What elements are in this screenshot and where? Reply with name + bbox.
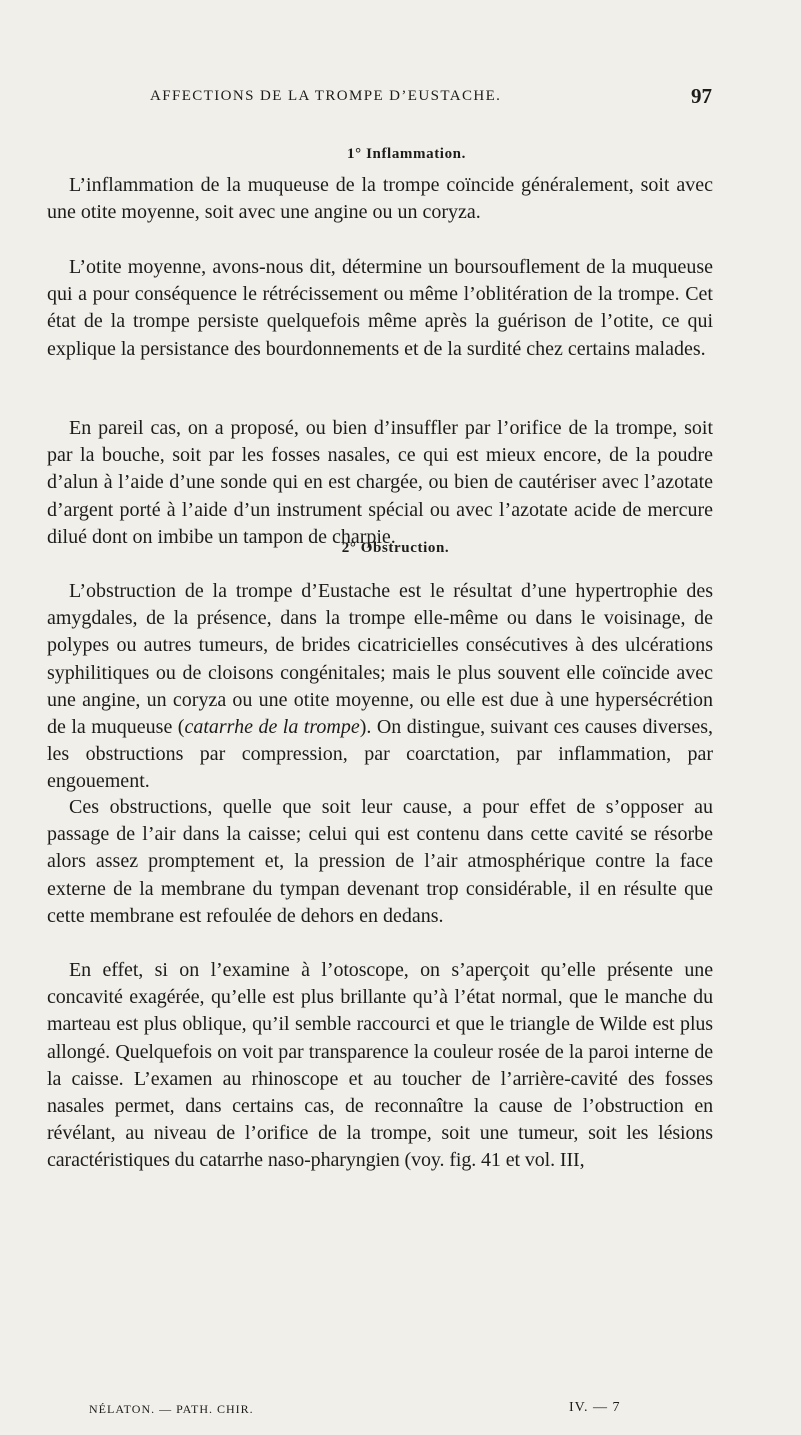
paragraph: L’obstruction de la trompe d’Eustache est le résultat d’une hypertrophie des amygdales, de la présence, dans la trompe elle-même ou dans le voisinage, de polypes ou autres tumeurs, de brides cicatricielles consécutives à des ulcérations syphilitiques ou de cloisons congénitales; mais le plus souvent elle coïncide avec une angine, un coryza ou une otite moyenne, ou elle est due à une hypersécrétion de la muqueuse (catarrhe de la trompe). On distingue, suivant ces causes diverses, les obstructions par compression, par coarctation, par inflammation, par engouement. <box>47 580 713 793</box>
signature-line <box>89 1402 713 1422</box>
paragraph: En pareil cas, on a proposé, ou bien d’insuffler par l’orifice de la trompe, soit par la bouche, soit par les fosses nasales, ce qui est mieux encore, de la poudre d’alun à l’aide d’une sonde qui en est chargée, ou bien de cautériser avec l’azotate d’argent porté à l’aide d’un instrument spécial ou avec l’azotate acide de mercure dilué dont on imbibe un tampon de charpie. <box>47 417 713 548</box>
signature-number: IV. — 7 <box>569 1400 621 1415</box>
section-heading-inflammation: 1° Inflammation. <box>347 146 466 162</box>
paragraph: En effet, si on l’examine à l’otoscope, on s’aperçoit qu’elle présente une concavité exagérée, qu’elle est plus brillante qu’à l’état normal, que le manche du marteau est plus oblique, qu’il semble raccourci et que le triangle de Wilde est plus allongé. Quelquefois on voit par transparence la couleur rosée de la paroi interne de la caisse. L’examen au rhinoscope et au toucher de l’arrière-cavité des fosses nasales permet, dans certains cas, de reconnaître la cause de l’obstruction en révélant, au niveau de l’orifice de la trompe, soit une tumeur, soit les lésions caractéristiques du catarrhe naso-pharyngien (voy. fig. 41 et vol. III, <box>47 959 713 1172</box>
running-title: AFFECTIONS DE LA TROMPE D’EUSTACHE. <box>150 88 502 104</box>
running-head <box>92 84 712 114</box>
page-number: 97 <box>691 84 712 108</box>
paragraph: L’otite moyenne, avons-nous dit, détermine un boursouflement de la muqueuse qui a pour conséquence le rétrécissement ou même l’oblitération de la trompe. Cet état de la trompe persiste quelquefois même après la guérison de l’otite, ce qui explique la persistance des bourdonnements et de la surdité chez certains malades. <box>47 256 713 360</box>
section-heading-obstruction: 2° Obstruction. <box>341 540 450 556</box>
paragraph: L’inflammation de la muqueuse de la trompe coïncide généralement, soit avec une otite moyenne, soit avec une angine ou un coryza. <box>47 174 713 224</box>
paragraph: Ces obstructions, quelle que soit leur cause, a pour effet de s’opposer au passage de l’air dans la caisse; celui qui est contenu dans cette cavité se résorbe alors assez promptement et, la pression de l’air atmosphérique contre la face externe de la membrane du tympan devenant trop considérable, il en résulte que cette membrane est refoulée de dehors en dedans. <box>47 796 713 927</box>
signature-mark: NÉLATON. — PATH. CHIR. <box>89 1402 254 1416</box>
italic-term: catarrhe de la trompe <box>184 716 360 739</box>
